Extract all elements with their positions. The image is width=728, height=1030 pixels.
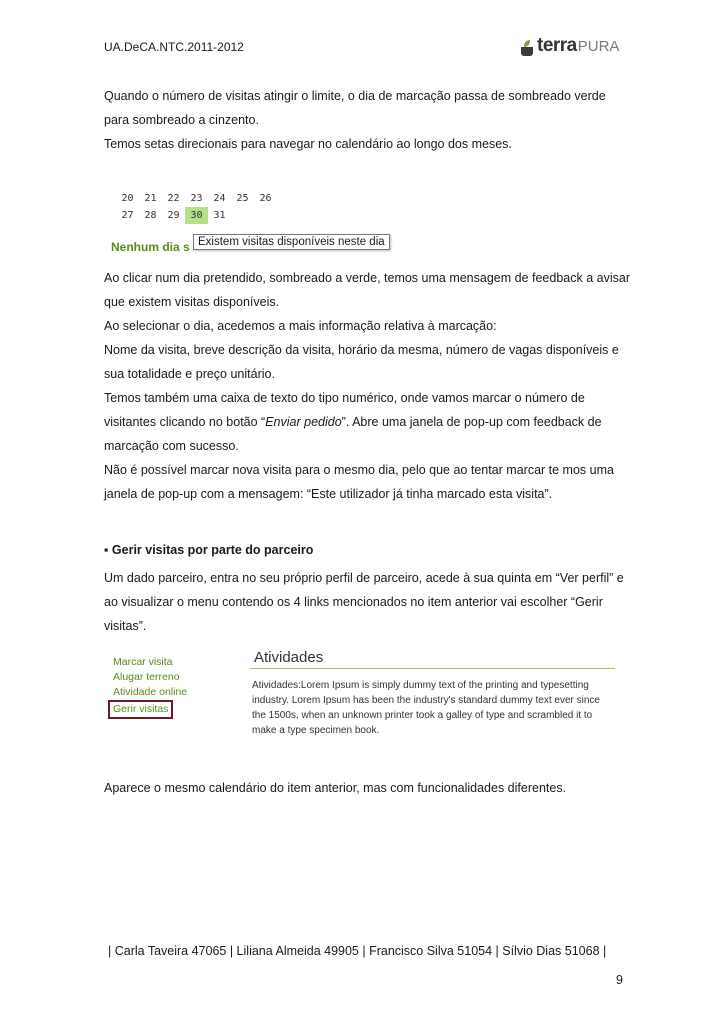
text-line: make a type specimen book. (252, 725, 380, 736)
page-number: 9 (616, 973, 623, 987)
atividades-title: Atividades (254, 649, 324, 666)
menu-item-gerir-visitas[interactable]: Gerir visitas (108, 700, 173, 719)
menu-item-marcar-visita[interactable]: Marcar visita (113, 656, 173, 668)
calendar-day[interactable]: 20 (121, 193, 134, 204)
calendar-day[interactable]: 25 (236, 193, 249, 204)
calendar-day[interactable]: 24 (213, 193, 226, 204)
atividades-description (252, 678, 622, 738)
calendar-day[interactable]: 31 (213, 210, 226, 221)
menu-item-atividade-online[interactable]: Atividade online (113, 686, 188, 698)
calendar-day[interactable]: 22 (167, 193, 180, 204)
logo-pura: PURA (577, 38, 620, 55)
text-line: visitas”. (104, 619, 147, 633)
footer-authors: | Carla Taveira 47065 | Liliana Almeida 49905 | Francisco Silva 51054 | Sílvio Dias 51068 | (108, 944, 607, 958)
text-line: Não é possível marcar nova visita para o mesmo dia, pelo que ao tentar marcar te mos uma (104, 463, 614, 477)
calendar-day[interactable]: 23 (190, 193, 203, 204)
intro-paragraph (104, 84, 634, 156)
button-name-emphasis: Enviar pedido (265, 415, 342, 429)
text-line: Atividades:Lorem Ipsum is simply dummy text of the printing and typesetting (252, 680, 589, 691)
document-code: UA.DeCA.NTC.2011-2012 (104, 40, 244, 54)
text-line: Ao clicar num dia pretendido, sombreado a verde, temos uma mensagem de feedback a avisar (104, 271, 630, 285)
calendar-day[interactable]: 29 (167, 210, 180, 221)
calendar-day-selected[interactable]: 30 (185, 207, 208, 224)
calendar-day[interactable]: 27 (121, 210, 134, 221)
calendar-day[interactable]: 21 (144, 193, 157, 204)
text-line: marcação com sucesso. (104, 439, 239, 453)
calendar-day[interactable]: 28 (144, 210, 157, 221)
text-line: Temos setas direcionais para navegar no calendário ao longo dos meses. (104, 137, 512, 151)
text-line: para sombreado a cinzento. (104, 113, 259, 127)
body-paragraph (104, 266, 634, 506)
text-line: Nome da visita, breve descrição da visita, horário da mesma, número de vagas disponíveis e (104, 343, 619, 357)
calendar-snippet (116, 190, 277, 224)
text-line: Temos também uma caixa de texto do tipo numérico, onde vamos marcar o número de (104, 391, 585, 405)
closing-paragraph: Aparece o mesmo calendário do item anterior, mas com funcionalidades diferentes. (104, 781, 567, 795)
text-line: ao visualizar o menu contendo os 4 links mencionados no item anterior vai escolher “Gerir (104, 595, 603, 609)
text-line: Um dado parceiro, entra no seu próprio perfil de parceiro, acede à sua quinta em “Ver perfil” e (104, 571, 624, 585)
calendar-week-row (116, 207, 277, 224)
text-line: industry. Lorem Ipsum has been the industry's standard dummy text ever since (252, 695, 600, 706)
calendar-week-row (116, 190, 277, 207)
text-line: que existem visitas disponíveis. (104, 295, 280, 309)
menu-item-alugar-terreno[interactable]: Alugar terreno (113, 671, 180, 683)
calendar-status-text: Nenhum dia s (111, 240, 190, 254)
text-line: Ao selecionar o dia, acedemos a mais informação relativa à marcação: (104, 319, 497, 333)
calendar-day[interactable]: 26 (259, 193, 272, 204)
text-line: janela de pop-up com a mensagem: “Este utilizador já tinha marcado esta visita”. (104, 487, 553, 501)
partner-menu (113, 655, 187, 715)
text-line: visitantes clicando no botão “Enviar pedido”. Abre uma janela de pop-up com feedback de (104, 415, 602, 429)
section-heading: ▪ Gerir visitas por parte do parceiro (104, 543, 314, 557)
availability-tooltip: Existem visitas disponíveis neste dia (193, 234, 390, 250)
logo-terra: terra (537, 35, 577, 56)
section-paragraph (104, 566, 634, 638)
atividades-divider (250, 668, 615, 669)
text-line: the 1500s, when an unknown printer took a galley of type and scrambled it to (252, 710, 593, 721)
text-line: sua totalidade e preço unitário. (104, 367, 275, 381)
plant-pot-icon (520, 40, 534, 56)
text-line: Quando o número de visitas atingir o limite, o dia de marcação passa de sombreado verde (104, 89, 606, 103)
terrapura-logo (520, 36, 619, 56)
